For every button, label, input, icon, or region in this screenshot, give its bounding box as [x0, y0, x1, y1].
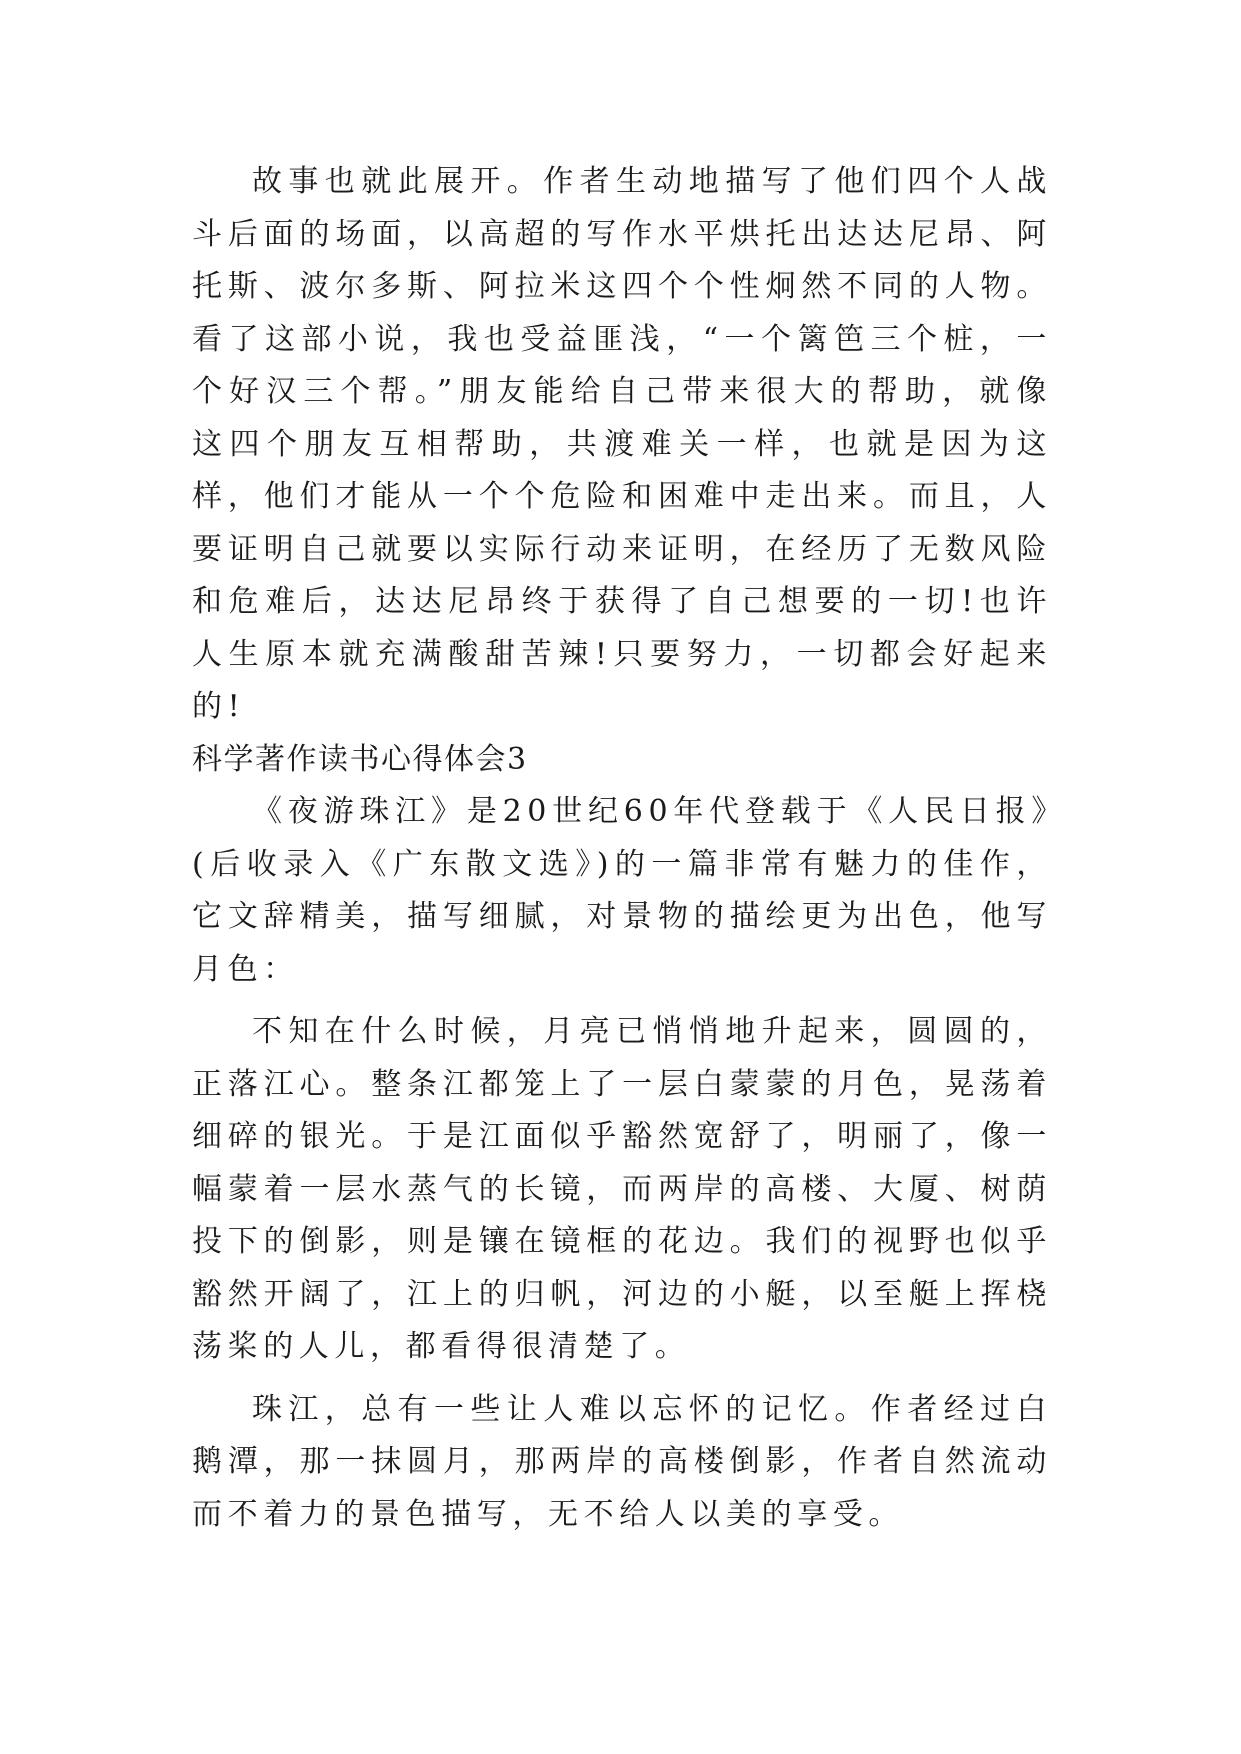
paragraph-story-unfolds: 故事也就此展开。作者生动地描写了他们四个人战斗后面的场面，以高超的写作水平烘托出达达尼昂、阿托斯、波尔多斯、阿拉米这四个个性炯然不同的人物。看了这部小说，我也受益匪浅，“一个篱笆三个桩，一个好汉三个帮。”朋友能给自己带来很大的帮助，就像这四个朋友互相帮助，共渡难关一样，也就是因为这样，他们才能从一个个危险和困难中走出来。而且，人要证明自己就要以实际行动来证明，在经历了无数风险和危难后，达达尼昂终于获得了自己想要的一切!也许人生原本就充满酸甜苦辣!只要努力，一切都会好起来的! — [192, 164, 1052, 724]
section-heading: 科学著作读书心得体会3 — [192, 741, 528, 777]
paragraph-night-tour-intro: 《夜游珠江》是20世纪60年代登载于《人民日报》(后收录入《广东散文选》)的一篇非常有魅力的佳作，它文辞精美，描写细腻，对景物的描绘更为出色，他写月色： — [192, 794, 1052, 987]
document-body — [192, 156, 1052, 1541]
paragraph-pearl-river-memory: 珠江，总有一些让人难以忘怀的记忆。作者经过白鹅潭，那一抹圆月，那两岸的高楼倒影，作者自然流动而不着力的景色描写，无不给人以美的享受。 — [192, 1391, 1052, 1532]
paragraph-moonlight-quote: 不知在什么时候，月亮已悄悄地升起来，圆圆的，正落江心。整条江都笼上了一层白蒙蒙的月色，晃荡着细碎的银光。于是江面似乎豁然宽舒了，明丽了，像一幅蒙着一层水蒸气的长镜，而两岸的高楼、大厦、树荫投下的倒影，则是镶在镜框的花边。我们的视野也似乎豁然开阔了，江上的归帆，河边的小艇，以至艇上挥桡荡桨的人儿，都看得很清楚了。 — [192, 1014, 1052, 1364]
